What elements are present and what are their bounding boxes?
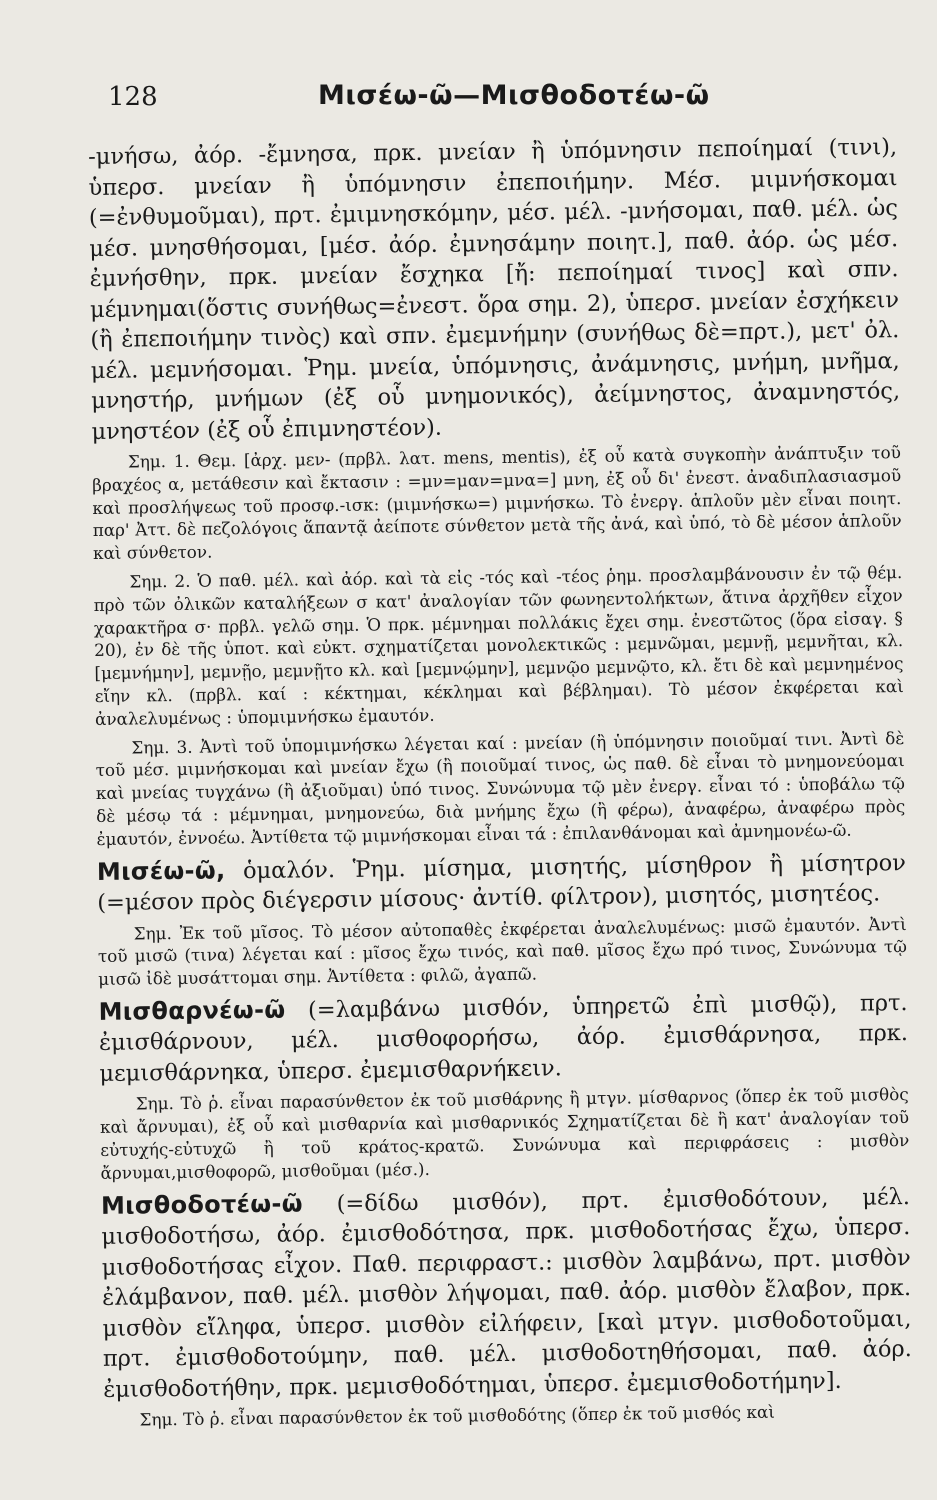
headword: Μισθοδοτέω-ῶ: [100, 1189, 303, 1220]
note-3: [95, 727, 905, 851]
page-number: 128: [108, 82, 158, 112]
note-text: Σημ. 2. Ὁ παθ. μέλ. καὶ ἀόρ. καὶ τὰ εἰς -τός καὶ -τέος ῥημ. προσλαμβάνουσιν ἐν τῷ θέμ. πρὸ τῶν ὀλικῶν καταλήξεων σ κατ' ἀναλογίαν τῶν φωνηεντολήκτων, ἅτινα ἀρχῆθεν εἶχον χαρακτῆρα σ· πρβλ. γελῶ σημ. Ὁ πρκ. μέμνημαι πολλάκις ἔχει σημ. ἐνεστῶτος (ὅρα εἰσαγ. § 20), ἐν δὲ τῆς ὑποτ. καὶ εὐκτ. σχηματίζεται μονολεκτικῶς : μεμνῶμαι, μεμνῇ, μεμνῆται, κλ. [μεμνήμην], μεμνῇο, μεμνῇτο κλ. καὶ [μεμνῴμην], μεμνῷο μεμνῷτο, κλ. ἔτι δὲ καὶ μεμνημένος εἴην κλ. (πρβλ. καί : κέκτημαι, κέκλημαι καὶ βέβλημαι). Τὸ μέσον ἐκφέρεται καὶ ἀναλελυμένως : ὑπομιμνήσκω ἐμαυτόν.: [93, 562, 904, 729]
entry-text: -μνήσω, ἀόρ. -ἔμνησα, πρκ. μνείαν ἢ ὑπόμνησιν πεποίημαί (τινι), ὑπερσ. μνείαν ἢ ὑπόμνησιν ἐπεποιήμην. Μέσ. μιμνήσκομαι (=ἐνθυμοῦμαι), πρτ. ἐμιμνησκόμην, μέσ. μέλ. -μνήσομαι, παθ. μέλ. ὡς μέσ. μνησθήσομαι, [μέσ. ἀόρ. ἐμνησάμην ποιητ.], παθ. ἀόρ. ὡς μέσ. ἐμνήσθην, πρκ. μνείαν ἔσχηκα [ἤ: πεποίημαί τινος] καὶ σπν. μέμνημαι(ὅστις συνήθως=ἐνεστ. ὅρα σημ. 2), ὑπερσ. μνείαν ἐσχήκειν (ἢ ἐπεποιήμην τινὸς) καὶ σπν. ἐμεμνήμην (συνήθως δὲ=πρτ.), μετ' ὀλ. μέλ. μεμνήσομαι. Ῥημ. μνεία, ὑπόμνησις, ἀνάμνησις, μνήμη, μνῆμα, μνηστήρ, μνήμων (ἐξ οὗ μνημονικός), ἀείμνηστος, ἀναμνηστός, μνηστέον (ἐξ οὗ ἐπιμνηστέον).: [88, 134, 901, 445]
note-text: Σημ. Τὸ ῥ. εἶναι παρασύνθετον ἐκ τοῦ μισθοδότης (ὅπερ ἐκ τοῦ μισθός καὶ: [139, 1401, 775, 1430]
note-text: Σημ. 1. Θεμ. [ἀρχ. μεν- (πρβλ. λατ. mens, mentis), ἐξ οὗ κατὰ συγκοπὴν ἀνάπτυξιν τοῦ βραχέος α, μετάθεσιν καὶ ἔκτασιν : =μν=μαν=μνα=] μνη, ἐξ οὗ δι' ἐνεστ. ἀναδιπλασιασμοῦ καὶ προσλήψεως τοῦ προσφ.-ισκ: (μιμνήσκω=) μιμνήσκω. Τὸ ἐνεργ. ἁπλοῦν μὲν εἶναι ποιητ. παρ' Ἀττ. δὲ πεζολόγοις ἅπαντᾷ ἀείποτε σύνθετον μετὰ τῆς ἀνά, καὶ ὑπό, τὸ δὲ μέσον ἁπλοῦν καὶ σύνθετον.: [92, 442, 902, 564]
entry-text: (=λαμβάνω μισθόν, ὑπηρετῶ ἐπὶ μισθῷ), πρτ. ἐμισθάρνουν, μέλ. μισθοφορήσω, ἀόρ. ἐμισθάρνησα, πρκ. μεμισθάρνηκα, ὑπερσ. ἐμεμισθαρνήκειν.: [98, 989, 909, 1087]
entry-miseo: [97, 847, 907, 919]
note-2: [93, 561, 904, 730]
entry-mistharneo: [98, 987, 908, 1089]
note-miseo: [98, 913, 908, 991]
running-head: Μισέω-ῶ—Μισθοδοτέω-ῶ: [318, 80, 710, 111]
note-text: Σημ. Ἐκ τοῦ μῖσος. Τὸ μέσον αὐτοπαθὲς ἐκφέρεται ἀναλελυμένως: μισῶ ἐμαυτόν. Ἀντὶ τοῦ μισῶ (τινα) λέγεται καί : μῖσος ἔχω τινός, καὶ παθ. μῖσος ἔχω πρό τινος, Συνώνυμα τῷ μισῶ ἰδὲ μυσάττομαι σημ. Ἀντίθετα : φιλῶ, ἀγαπῶ.: [97, 913, 908, 990]
headword: Μισέω-ῶ,: [96, 855, 226, 886]
entry-text: ὁμαλόν. Ῥημ. μίσημα, μισητής, μίσηθρον ἢ μίσητρον (=μέσον πρὸς διέγερσιν μίσους· ἀντίθ. φίλτρον), μισητός, μισητέος.: [97, 849, 907, 916]
note-text: Σημ. 3. Ἀντὶ τοῦ ὑπομιμνήσκω λέγεται καί : μνείαν (ἢ ὑπόμνησιν ποιοῦμαί τινι. Ἀντὶ δὲ τοῦ μέσ. μιμνήσκομαι καὶ μνείαν ἔχω (ἢ ποιοῦμαί τινος, ὡς παθ. δὲ εἶναι τὸ μνημονεύομαι καὶ μνείας τυγχάνω (ἢ ἀξιοῦμαι) ὑπό τινος. Συνώνυμα τῷ μὲν ἐνεργ. εἶναι τό : ὑποβάλω τῷ δὲ μέσῳ τά : μέμνημαι, μνημονεύω, διὰ μνήμης ἔχω (ἢ φέρω), ἀναφέρω, ἀναφέρω πρὸς ἐμαυτόν, ἐννοέω. Ἀντίθετα τῷ μιμνήσκομαι εἶναι τά : ἐπιλανθάνομαι καὶ ἀμνημονέω-ῶ.: [95, 727, 906, 849]
page-body: [88, 132, 913, 1432]
page-header: [88, 78, 897, 124]
note-mistharneo: [100, 1083, 910, 1184]
entry-continuation: [88, 132, 901, 447]
entry-misthodoteo: [101, 1181, 913, 1405]
headword: Μισθαρνέω-ῶ: [98, 995, 286, 1026]
note-text: Σημ. Τὸ ῥ. εἶναι παρασύνθετον ἐκ τοῦ μισθάρνης ἢ μτγν. μίσθαρνος (ὅπερ ἐκ τοῦ μισθὸς καὶ ἄρνυμαι), ἐξ οὗ καὶ μισθαρνία καὶ μισθαρνικός Σχηματίζεται δὲ ἢ κατ' ἀναλογίαν τοῦ εὐτυχής-εὐτυχῶ ἢ τοῦ κράτος-κρατῶ. Συνώνυμα καὶ περιφράσεις : μισθὸν ἄρνυμαι,μισθοφορῶ, μισθοῦμαι (μέσ.).: [99, 1084, 910, 1183]
note-1: [92, 441, 902, 565]
note-misthodoteo: [103, 1399, 912, 1432]
entry-text: (=δίδω μισθόν), πρτ. ἐμισθοδότουν, μέλ. μισθοδοτήσω, ἀόρ. ἐμισθοδότησα, πρκ. μισθοδοτήσας ἔχω, ὑπερσ. μισθοδοτήσας εἶχον. Παθ. περιφραστ.: μισθὸν λαμβάνω, πρτ. μισθὸν ἐλάμβανον, παθ. μέλ. μισθὸν λήψομαι, παθ. ἀόρ. μισθὸν ἔλαβον, πρκ. μισθὸν εἴληφα, ὑπερσ. μισθὸν εἰλήφειν, [καὶ μτγν. μισθοδοτοῦμαι, πρτ. ἐμισθοδοτούμην, παθ. μέλ. μισθοδοτηθήσομαι, παθ. ἀόρ. ἐμισθοδοτήθην, πρκ. μεμισθοδότημαι, ὑπερσ. ἐμεμισθοδοτήμην].: [101, 1183, 912, 1403]
